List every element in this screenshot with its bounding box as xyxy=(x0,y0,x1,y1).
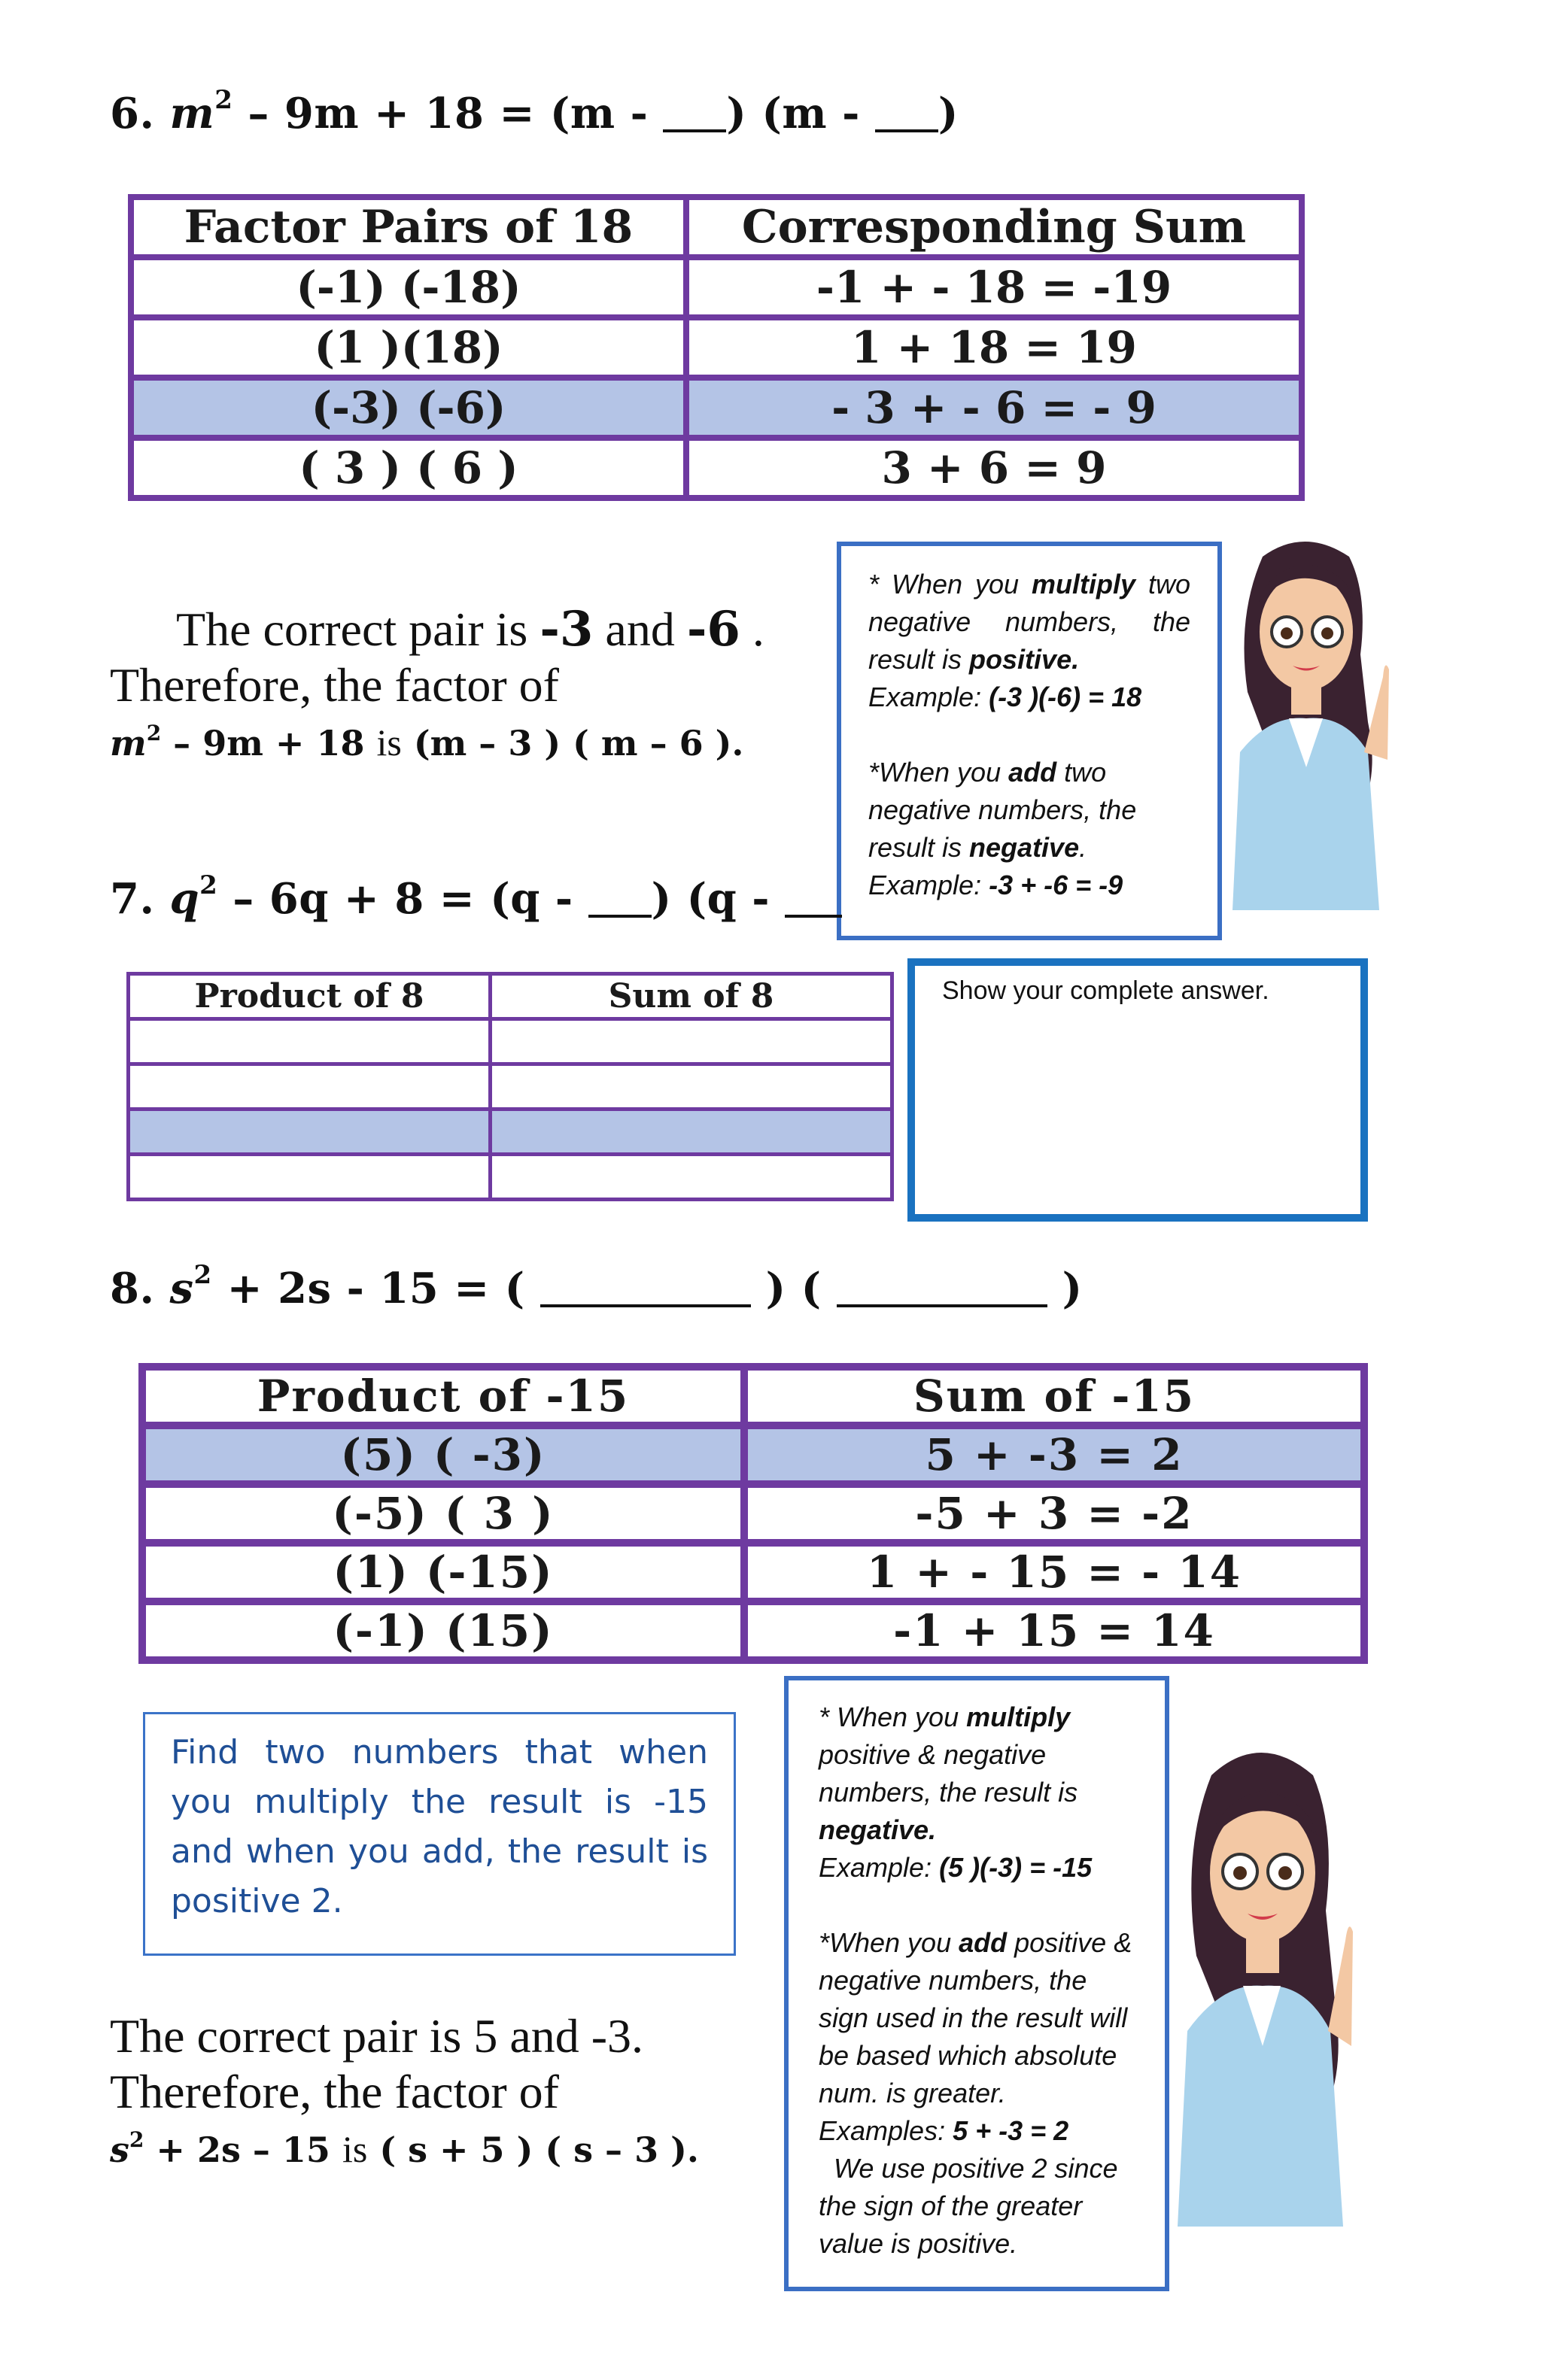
table-cell-input[interactable] xyxy=(491,1064,892,1110)
table-row-empty xyxy=(129,1064,892,1110)
table-header: Factor Pairs of 18 xyxy=(131,197,686,257)
equation-mid: ) (q - xyxy=(651,874,770,924)
table-row xyxy=(131,317,1302,378)
equation-body: 9m + 18 = (m - xyxy=(284,89,649,138)
product-sum-table-neg15 xyxy=(138,1363,1368,1664)
table-cell: 5 + -3 = 2 xyxy=(744,1425,1364,1484)
table-cell: -1 + 15 = 14 xyxy=(744,1601,1364,1660)
table-header: Sum of -15 xyxy=(744,1367,1364,1425)
exponent: 2 xyxy=(146,721,162,745)
hint-box xyxy=(143,1712,736,1956)
note-example: Example: (5 )(-3) = -15 xyxy=(819,1852,1093,1883)
table-cell: ( 3 ) ( 6 ) xyxy=(131,438,686,498)
equation-end: ) xyxy=(938,89,959,138)
note-example: Example: -3 + -6 = -9 xyxy=(868,870,1123,900)
conclusion-text: is xyxy=(342,2128,368,2170)
factored-result: (m – 3 ) ( m – 6 ). xyxy=(413,723,744,763)
problem-8-conclusion xyxy=(110,2008,699,2178)
note-example: Example: (-3 )(-6) = 18 xyxy=(868,682,1142,712)
table-cell: 1 + - 15 = - 14 xyxy=(744,1543,1364,1601)
note-text: * When you multiply positive & negative numbers, the result is negative. xyxy=(819,1702,1078,1845)
problem-number: 8. xyxy=(110,1264,155,1313)
table-cell: -5 + 3 = -2 xyxy=(744,1484,1364,1543)
table-cell-input[interactable] xyxy=(129,1064,491,1110)
note-text: * When you multiply two negative numbers, the result is positive. xyxy=(868,569,1190,675)
equation-end: ) xyxy=(1062,1264,1083,1313)
equation-body: 2s - 15 = ( xyxy=(278,1264,525,1313)
equation-mid: ) ( xyxy=(765,1264,822,1313)
equation-mid: ) (m - xyxy=(726,89,860,138)
exponent: 2 xyxy=(214,85,233,115)
variable: m xyxy=(169,89,215,138)
hint-text: Find two numbers that when you multiply the result is -15 and when you add, the result is positive 2. xyxy=(171,1733,708,1920)
table-header: Corresponding Sum xyxy=(686,197,1302,257)
table-row-highlighted xyxy=(142,1425,1364,1484)
table-row xyxy=(142,1601,1364,1660)
conclusion-text: and xyxy=(593,603,687,656)
exponent: 2 xyxy=(199,870,218,900)
table-cell: 1 + 18 = 19 xyxy=(686,317,1302,378)
table-cell-input[interactable] xyxy=(491,1155,892,1200)
answer-box-label: Show your complete answer. xyxy=(942,976,1269,1005)
answer-box[interactable] xyxy=(907,958,1368,1222)
tip-note-mixed-signs xyxy=(784,1676,1169,2291)
conclusion-line: Therefore, the factor of xyxy=(110,2065,559,2118)
note-text: *When you add two negative numbers, the result is negative. xyxy=(868,757,1137,863)
note-example: Examples: 5 + -3 = 2 xyxy=(819,2115,1069,2146)
problem-number: 6. xyxy=(110,89,155,138)
problem-6-equation: 6. $m^2 - 9m + 18 = (m$ - ) (m - ) xyxy=(110,85,959,138)
pair-value-a: -3 xyxy=(540,601,594,657)
table-cell: - 3 + - 6 = - 9 xyxy=(686,378,1302,438)
teacher-avatar xyxy=(1166,1730,1354,2227)
exponent: 2 xyxy=(129,2127,144,2152)
table-row-empty xyxy=(129,1155,892,1200)
product-sum-table-8 xyxy=(126,972,894,1201)
conclusion-text: . xyxy=(740,603,764,656)
table-header: Product of 8 xyxy=(129,974,491,1019)
expression: 2s – 15 xyxy=(196,2130,330,2170)
table-row-empty xyxy=(129,1019,892,1064)
table-cell-input[interactable] xyxy=(129,1019,491,1064)
answer-blank[interactable] xyxy=(875,96,938,132)
problem-8-equation: 8. $s^2 + 2s - 15$ = ( ) ( ) xyxy=(110,1260,1083,1313)
table-cell: (5) ( -3) xyxy=(142,1425,744,1484)
variable: q xyxy=(169,874,200,924)
factor-pairs-table-18 xyxy=(128,194,1305,501)
variable: s xyxy=(169,1264,194,1313)
table-row xyxy=(131,438,1302,498)
table-row-highlighted xyxy=(129,1110,892,1155)
table-cell-input[interactable] xyxy=(491,1110,892,1155)
table-row-highlighted xyxy=(131,378,1302,438)
table-header: Sum of 8 xyxy=(491,974,892,1019)
conclusion-line: The correct pair is 5 and -3. xyxy=(110,2009,644,2063)
answer-blank[interactable] xyxy=(540,1271,751,1307)
table-cell-input[interactable] xyxy=(129,1155,491,1200)
note-text: *When you add positive & negative numbers, the sign used in the result will be based which absolute num. is greater. xyxy=(819,1927,1132,2108)
factored-expression: $m^2 - 9m + 18$ is (m – 3 ) ( m – 6 ). xyxy=(110,721,744,763)
table-cell-input[interactable] xyxy=(491,1019,892,1064)
table-cell: (1) (-15) xyxy=(142,1543,744,1601)
equation-body: 6q + 8 = (q - xyxy=(269,874,573,924)
table-cell-input[interactable] xyxy=(129,1110,491,1155)
table-row xyxy=(142,1543,1364,1601)
answer-blank[interactable] xyxy=(785,882,842,918)
tip-note-negative-numbers xyxy=(837,542,1222,940)
problem-6-conclusion xyxy=(110,602,764,771)
conclusion-text: is xyxy=(376,721,402,763)
exponent: 2 xyxy=(193,1260,212,1290)
table-header: Product of -15 xyxy=(142,1367,744,1425)
problem-number: 7. xyxy=(110,874,155,924)
answer-blank[interactable] xyxy=(588,882,652,918)
answer-blank[interactable] xyxy=(663,96,726,132)
teacher-avatar xyxy=(1217,527,1391,910)
expression: 9m + 18 xyxy=(202,723,365,763)
conclusion-line: Therefore, the factor of xyxy=(110,658,559,712)
table-cell: 3 + 6 = 9 xyxy=(686,438,1302,498)
answer-blank[interactable] xyxy=(837,1271,1047,1307)
table-cell: (-3) (-6) xyxy=(131,378,686,438)
table-cell: (-1) (15) xyxy=(142,1601,744,1660)
table-cell: -1 + - 18 = -19 xyxy=(686,257,1302,317)
variable: s xyxy=(110,2130,129,2170)
table-row xyxy=(131,257,1302,317)
problem-7-equation: 7. $q^2 - 6q + 8 = (q$ - ) (q - xyxy=(110,874,842,924)
factored-result: ( s + 5 ) ( s – 3 ). xyxy=(379,2130,699,2170)
pair-value-b: -6 xyxy=(686,601,740,657)
variable: m xyxy=(110,723,147,763)
table-cell: (-5) ( 3 ) xyxy=(142,1484,744,1543)
table-cell: (-1) (-18) xyxy=(131,257,686,317)
table-row xyxy=(142,1484,1364,1543)
note-text: We use positive 2 since the sign of the greater value is positive. xyxy=(819,2153,1118,2259)
factored-expression: $s^2 + 2s - 15$ is ( s + 5 ) ( s – 3 ). xyxy=(110,2127,699,2170)
conclusion-text: The correct pair is xyxy=(176,603,540,656)
table-cell: (1 )(18) xyxy=(131,317,686,378)
